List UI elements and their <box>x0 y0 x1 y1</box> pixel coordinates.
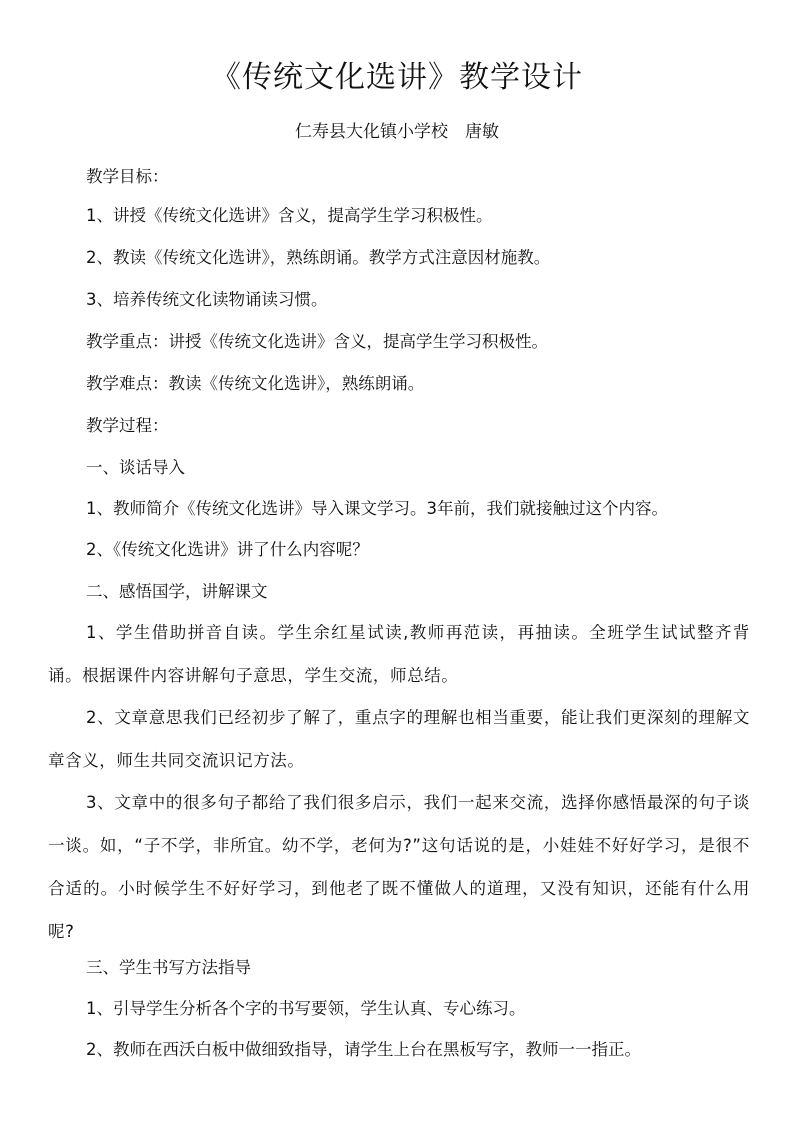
section-3-item-1: 1、引导学生分析各个字的书写要领，学生认真、专心练习。 <box>86 999 526 1018</box>
section-3-heading: 三、学生书写方法指导 <box>86 958 251 977</box>
section-3-item-2: 2、教师在西沃白板中做细致指导，请学生上台在黑板写字，教师一一指正。 <box>86 1040 641 1059</box>
objectives-heading: 教学目标： <box>86 167 169 186</box>
section-1-item-1: 1、教师简介《传统文化选讲》导入课文学习。3年前，我们就接触过这个内容。 <box>86 499 668 518</box>
objective-item-3: 3、培养传统文化读物诵读习惯。 <box>86 290 328 309</box>
section-2-paragraph-1: 1、学生借助拼音自读。学生余红星试读,教师再范读，再抽读。全班学生试试整齐背诵。根据课件内容讲解句子意思，学生交流，师总结。 <box>48 623 750 685</box>
objective-item-2: 2、教读《传统文化选讲》，熟练朗诵。教学方式注意因材施教。 <box>86 248 551 267</box>
section-2-heading: 二、感悟国学，讲解课文 <box>86 582 268 601</box>
objective-item-1: 1、讲授《传统文化选讲》含义，提高学生学习积极性。 <box>86 206 493 225</box>
process-heading: 教学过程： <box>86 416 169 435</box>
difficult-point: 教学难点：教读《传统文化选讲》，熟练朗诵。 <box>86 374 425 393</box>
key-point: 教学重点：讲授《传统文化选讲》含义，提高学生学习积极性。 <box>86 332 548 351</box>
section-1-heading: 一、谈话导入 <box>86 458 185 477</box>
section-1-item-2: 2、《传统文化选讲》讲了什么内容呢？ <box>86 540 369 559</box>
section-2-paragraph-2: 2、文章意思我们已经初步了解了，重点字的理解也相当重要，能让我们更深刻的理解文章含义，师生共同交流识记方法。 <box>48 708 750 770</box>
document-title: 《传统文化选讲》教学设计 <box>211 60 583 95</box>
author-byline: 仁寿县大化镇小学校 唐敏 <box>295 122 499 142</box>
section-2-paragraph-3: 3、文章中的很多句子都给了我们很多启示，我们一起来交流，选择你感悟最深的句子谈一谈。如，“子不学，非所宜。幼不学，老何为?”这句话说的是，小娃娃不好好学习，是很不合适的。小时候学生不好好学习，到他老了既不懂做人的道理，又没有知识，还能有什么用呢? <box>48 793 750 941</box>
